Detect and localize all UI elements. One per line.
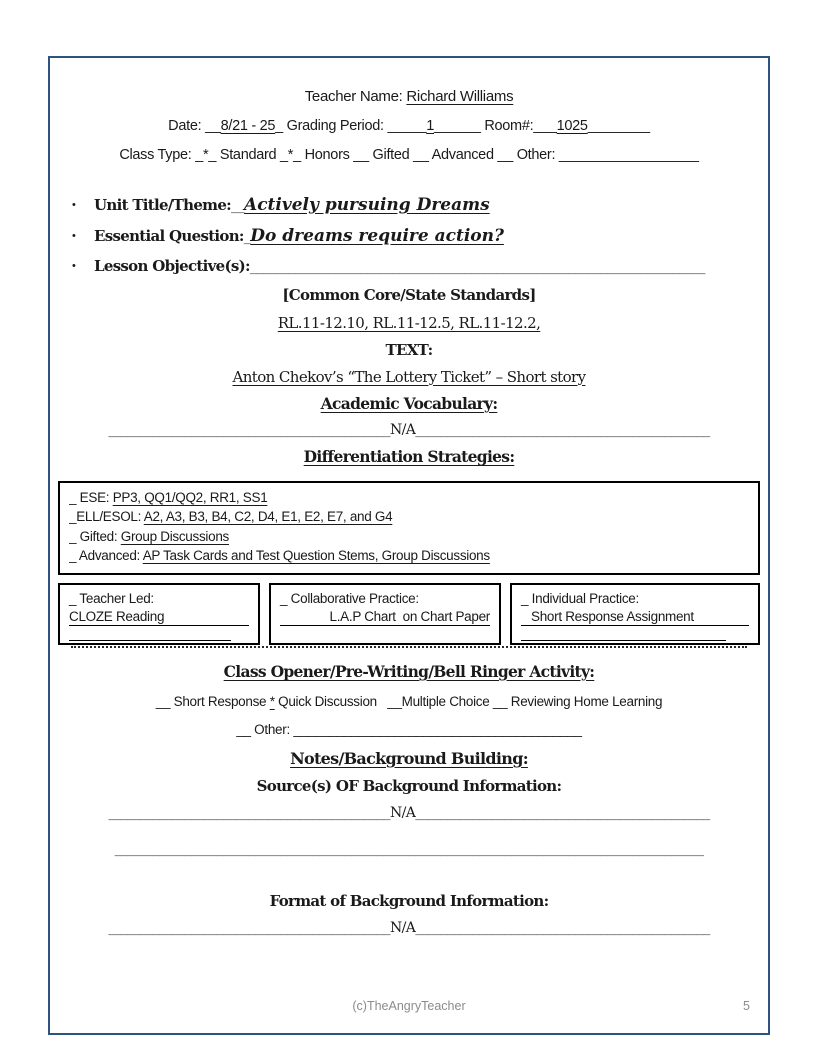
other-label: __ Other: bbox=[236, 721, 294, 737]
source-value: N/A bbox=[389, 804, 416, 821]
academic-vocabulary-heading: Academic Vocabulary: bbox=[320, 393, 498, 413]
gifted-label: _ Gifted: bbox=[69, 528, 121, 544]
collaborative-value: L.A.P Chart on Chart Paper bbox=[280, 608, 490, 626]
ese-row bbox=[69, 488, 749, 508]
dashed-divider bbox=[71, 646, 747, 648]
essential-question-row bbox=[72, 226, 768, 246]
ese-label: _ ESE: bbox=[69, 489, 113, 505]
essential-question-blank: _ bbox=[243, 228, 251, 245]
standards-codes: RL.11-12.10, RL.11-12.5, RL.11-12.2, bbox=[277, 313, 541, 332]
bullet-list bbox=[72, 195, 768, 275]
date-value: 8/21 - 25 bbox=[220, 118, 276, 134]
individual-blank-line bbox=[521, 626, 726, 641]
source-blank-post: ______________________________________________ bbox=[415, 804, 710, 821]
date-line bbox=[50, 118, 768, 135]
individual-label: _ Individual Practice: bbox=[521, 590, 639, 606]
source-heading: Source(s) OF Background Information: bbox=[256, 776, 562, 795]
collaborative-label: _ Collaborative Practice: bbox=[280, 590, 419, 606]
selected-star-mark: * bbox=[269, 694, 275, 710]
differentiation-box bbox=[58, 481, 760, 575]
class-type-other-blank: __________________ bbox=[558, 147, 699, 164]
extra-blank-line: ____________________________________________________________________________________________ bbox=[114, 840, 704, 857]
vocab-blank-pre: ____________________________________________ bbox=[108, 422, 390, 439]
collaborative-practice-box bbox=[269, 583, 501, 645]
room-blank-post: ________ bbox=[587, 118, 650, 134]
ell-esol-label: _ELL/ESOL: bbox=[69, 509, 144, 525]
source-value-line bbox=[50, 805, 768, 822]
class-type-line bbox=[50, 147, 768, 164]
room-label: Room#: bbox=[484, 118, 534, 134]
advanced-value: AP Task Cards and Test Question Stems, Group Discussions bbox=[142, 548, 490, 564]
unit-title-value: Actively pursuing Dreams bbox=[244, 194, 490, 215]
text-title-value: Anton Chekov’s “The Lottery Ticket” – Short story bbox=[232, 367, 586, 386]
option-quick-discussion: Quick Discussion bbox=[274, 694, 388, 710]
unit-title-blank: __ bbox=[231, 197, 245, 214]
copyright-text: (c)TheAngryTeacher bbox=[352, 999, 466, 1013]
essential-question-value: Do dreams require action? bbox=[250, 225, 504, 246]
date-blank-pre: __ bbox=[205, 118, 221, 134]
room-value: 1025 bbox=[556, 118, 588, 134]
format-blank-pre: ____________________________________________ bbox=[108, 919, 390, 936]
source-blank-pre: ____________________________________________ bbox=[108, 804, 390, 821]
teacher-led-blank-line bbox=[69, 626, 231, 641]
option-reviewing-home-learning: __ Reviewing Home Learning bbox=[492, 694, 663, 710]
page-number: 5 bbox=[743, 999, 750, 1013]
date-label: Date: bbox=[168, 118, 206, 134]
teacher-name-value: Richard Williams bbox=[406, 88, 514, 105]
vocab-blank-post: ______________________________________________ bbox=[415, 422, 710, 439]
unit-title-label: Unit Title/Theme: bbox=[94, 195, 232, 214]
notes-background-heading: Notes/Background Building: bbox=[290, 748, 528, 768]
lesson-objective-row bbox=[72, 257, 768, 275]
unit-title-row bbox=[72, 195, 768, 215]
format-blank-post: ______________________________________________ bbox=[415, 919, 710, 936]
format-value-line bbox=[50, 920, 768, 937]
practice-boxes-row bbox=[58, 583, 760, 645]
grading-blank-pre: _____ bbox=[387, 118, 427, 134]
individual-value: Short Response Assignment bbox=[521, 608, 749, 626]
gifted-row bbox=[69, 527, 749, 547]
common-core-heading: [Common Core/State Standards] bbox=[282, 285, 536, 304]
teacher-led-value: CLOZE Reading bbox=[69, 608, 249, 626]
grading-blank-post: ______ bbox=[434, 118, 485, 134]
advanced-label: _ Advanced: bbox=[69, 548, 143, 564]
page-footer bbox=[50, 999, 768, 1013]
lesson-objective-label: Lesson Objective(s): bbox=[94, 256, 250, 275]
other-option-line bbox=[50, 722, 768, 738]
format-heading: Format of Background Information: bbox=[269, 891, 549, 910]
advanced-row bbox=[69, 546, 749, 566]
bullet-icon: • bbox=[72, 198, 76, 211]
differentiation-heading: Differentiation Strategies: bbox=[303, 447, 515, 467]
class-opener-heading: Class Opener/Pre-Writing/Bell Ringer Activity: bbox=[223, 661, 595, 681]
class-type-options: _*_ Standard _*_ Honors __ Gifted __ Advanced __ Other: bbox=[195, 147, 559, 164]
grading-period-label: Grading Period: bbox=[286, 118, 388, 134]
teacher-name-label: Teacher Name: bbox=[304, 88, 407, 105]
bullet-icon: • bbox=[72, 259, 76, 272]
ell-esol-row bbox=[69, 507, 749, 527]
option-short-response: __ Short Response bbox=[155, 694, 270, 710]
teacher-name-line bbox=[50, 88, 768, 106]
format-value: N/A bbox=[389, 919, 416, 936]
individual-practice-box bbox=[510, 583, 760, 645]
academic-vocabulary-line bbox=[50, 422, 768, 439]
teacher-led-box bbox=[58, 583, 260, 645]
room-blank-pre: ___ bbox=[533, 118, 557, 134]
class-type-label: Class Type: bbox=[119, 147, 196, 164]
ell-esol-value: A2, A3, B3, B4, C2, D4, E1, E2, E7, and G4 bbox=[143, 509, 393, 525]
vocab-value: N/A bbox=[389, 422, 416, 439]
text-heading: TEXT: bbox=[385, 340, 433, 359]
bullet-icon: • bbox=[72, 229, 76, 242]
other-blank: ________________________________________ bbox=[293, 721, 582, 737]
grading-period-value: 1 bbox=[426, 118, 435, 134]
bell-ringer-options bbox=[50, 694, 768, 710]
essential-question-label: Essential Question: bbox=[94, 226, 244, 245]
date-blank-post: _ bbox=[275, 118, 287, 134]
option-multiple-choice: __Multiple Choice bbox=[387, 694, 493, 710]
lesson-plan-page bbox=[48, 56, 770, 1035]
gifted-value: Group Discussions bbox=[120, 528, 229, 544]
teacher-led-label: _ Teacher Led: bbox=[69, 590, 154, 606]
ese-value: PP3, QQ1/QQ2, RR1, SS1 bbox=[112, 489, 268, 505]
lesson-objective-blank: ______________________________________________________________________ bbox=[249, 258, 705, 275]
